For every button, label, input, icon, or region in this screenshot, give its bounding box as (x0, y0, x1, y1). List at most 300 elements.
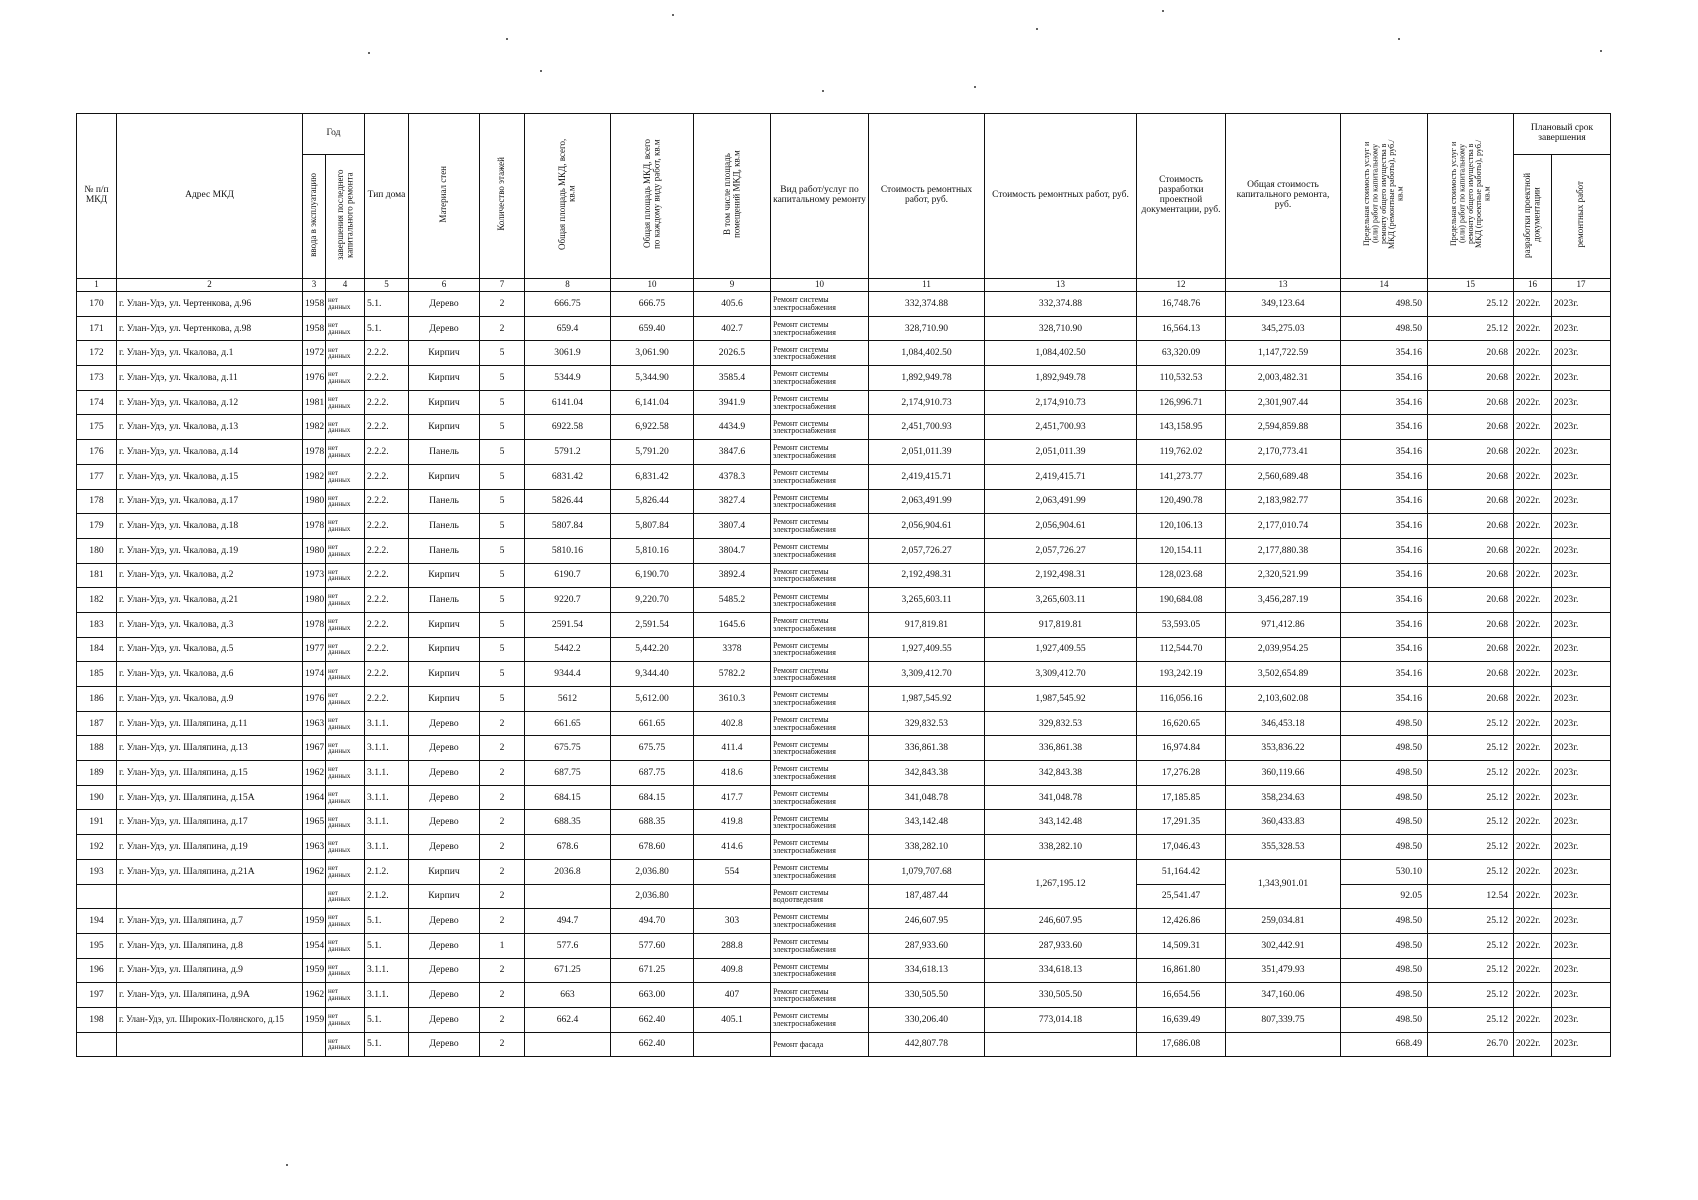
row-number: 188 (77, 736, 117, 761)
row-area-total: 661.65 (525, 711, 611, 736)
row-area-work: 9,344.40 (611, 662, 694, 687)
row-address: г. Улан-Удэ, ул. Чкалова, д.12 (117, 390, 303, 415)
row-plan-repair: 2023г. (1552, 440, 1611, 465)
row-year-last-repair: нет данных (326, 810, 365, 835)
row-limit-docs: 20.68 (1428, 588, 1514, 613)
row-year-built: 1980 (303, 538, 326, 563)
row-limit-docs: 20.68 (1428, 341, 1514, 366)
row-limit-docs: 20.68 (1428, 563, 1514, 588)
row-wall-material: Кирпич (409, 687, 480, 712)
row-cost-repair: 917,819.81 (869, 612, 985, 637)
header-year-last-repair: завершения последнего капитального ремонта (326, 155, 365, 279)
row-limit-docs: 20.68 (1428, 538, 1514, 563)
column-number: 1 (77, 279, 117, 292)
row-area-work: 5,442.20 (611, 637, 694, 662)
column-number: 13 (1226, 279, 1341, 292)
row-year-last-repair: нет данных (326, 563, 365, 588)
table-row (77, 884, 1611, 909)
row-cost-repair: 2,419,415.71 (869, 464, 985, 489)
header-area-total: Общая площадь МКД, всего, кв.м (525, 114, 611, 279)
row-plan-repair: 2023г. (1552, 341, 1611, 366)
row-limit-repair: 498.50 (1341, 292, 1428, 317)
row-year-built: 1959 (303, 909, 326, 934)
row-area-premises: 3807.4 (694, 514, 771, 539)
row-wall-material: Дерево (409, 909, 480, 934)
row-work-type: Ремонт системы электроснабжения (771, 366, 869, 391)
header-area-premises: В том числе площадь помещений МКД, кв.м (694, 114, 771, 279)
row-area-work: 2,036.80 (611, 884, 694, 909)
table-row (77, 440, 1611, 465)
row-cost-docs: 12,426.86 (1137, 909, 1226, 934)
row-work-type: Ремонт фасада (771, 1032, 869, 1057)
row-area-total: 577.6 (525, 933, 611, 958)
row-year-last-repair: нет данных (326, 489, 365, 514)
row-work-type: Ремонт системы электроснабжения (771, 341, 869, 366)
row-year-last-repair: нет данных (326, 415, 365, 440)
row-cost-repair-2: 342,843.38 (985, 761, 1137, 786)
row-area-total: 2591.54 (525, 612, 611, 637)
row-area-premises (694, 1032, 771, 1057)
row-area-total: 666.75 (525, 292, 611, 317)
row-cost-docs: 128,023.68 (1137, 563, 1226, 588)
row-wall-material: Дерево (409, 958, 480, 983)
row-limit-docs: 25.12 (1428, 761, 1514, 786)
row-area-total: 5791.2 (525, 440, 611, 465)
row-plan-docs: 2022г. (1514, 538, 1552, 563)
row-area-work: 661.65 (611, 711, 694, 736)
row-work-type: Ремонт системы электроснабжения (771, 933, 869, 958)
row-cost-repair: 1,892,949.78 (869, 366, 985, 391)
row-plan-docs: 2022г. (1514, 785, 1552, 810)
row-house-type: 3.1.1. (365, 785, 409, 810)
row-address: г. Улан-Удэ, ул. Шаляпина, д.11 (117, 711, 303, 736)
row-floors: 5 (480, 341, 525, 366)
row-limit-docs: 20.68 (1428, 662, 1514, 687)
row-area-work: 675.75 (611, 736, 694, 761)
row-address: г. Улан-Удэ, ул. Чкалова, д.9 (117, 687, 303, 712)
row-plan-repair: 2023г. (1552, 316, 1611, 341)
row-plan-repair: 2023г. (1552, 736, 1611, 761)
row-cost-docs: 25,541.47 (1137, 884, 1226, 909)
row-cost-docs: 141,273.77 (1137, 464, 1226, 489)
row-house-type: 2.2.2. (365, 538, 409, 563)
row-area-premises: 405.1 (694, 1007, 771, 1032)
row-area-total: 5344.9 (525, 366, 611, 391)
row-plan-docs: 2022г. (1514, 711, 1552, 736)
row-plan-docs: 2022г. (1514, 736, 1552, 761)
table-row (77, 390, 1611, 415)
row-year-built: 1978 (303, 514, 326, 539)
row-plan-docs: 2022г. (1514, 612, 1552, 637)
row-total-cost: 360,119.66 (1226, 761, 1341, 786)
row-cost-repair: 2,451,700.93 (869, 415, 985, 440)
row-total-cost: 1,343,901.01 (1226, 859, 1341, 908)
row-limit-repair: 498.50 (1341, 835, 1428, 860)
row-number: 174 (77, 390, 117, 415)
row-wall-material: Панель (409, 514, 480, 539)
row-work-type: Ремонт системы электроснабжения (771, 909, 869, 934)
row-floors: 2 (480, 983, 525, 1008)
row-area-premises: 4378.3 (694, 464, 771, 489)
row-work-type: Ремонт системы электроснабжения (771, 958, 869, 983)
table-row (77, 292, 1611, 317)
row-wall-material: Кирпич (409, 859, 480, 884)
row-work-type: Ремонт системы электроснабжения (771, 859, 869, 884)
row-total-cost: 349,123.64 (1226, 292, 1341, 317)
row-year-built: 1962 (303, 859, 326, 884)
row-limit-repair: 530.10 (1341, 859, 1428, 884)
row-floors: 2 (480, 292, 525, 317)
row-house-type: 3.1.1. (365, 810, 409, 835)
row-wall-material: Дерево (409, 292, 480, 317)
row-limit-repair: 92.05 (1341, 884, 1428, 909)
row-cost-docs: 16,564.13 (1137, 316, 1226, 341)
column-number: 9 (694, 279, 771, 292)
row-cost-repair: 328,710.90 (869, 316, 985, 341)
row-floors: 5 (480, 612, 525, 637)
row-address: г. Улан-Удэ, ул. Шаляпина, д.9 (117, 958, 303, 983)
row-area-work: 671.25 (611, 958, 694, 983)
row-number: 180 (77, 538, 117, 563)
row-year-last-repair: нет данных (326, 933, 365, 958)
row-total-cost: 2,177,880.38 (1226, 538, 1341, 563)
row-number: 179 (77, 514, 117, 539)
table-body (77, 292, 1611, 1057)
row-cost-repair: 442,807.78 (869, 1032, 985, 1057)
row-total-cost: 3,502,654.89 (1226, 662, 1341, 687)
row-cost-repair: 2,192,498.31 (869, 563, 985, 588)
row-number: 189 (77, 761, 117, 786)
row-plan-repair: 2023г. (1552, 810, 1611, 835)
row-total-cost: 2,039,954.25 (1226, 637, 1341, 662)
row-year-last-repair: нет данных (326, 1032, 365, 1057)
row-cost-repair-2: 1,892,949.78 (985, 366, 1137, 391)
row-limit-repair: 498.50 (1341, 761, 1428, 786)
row-plan-docs: 2022г. (1514, 464, 1552, 489)
row-area-total: 662.4 (525, 1007, 611, 1032)
row-work-type: Ремонт системы электроснабжения (771, 316, 869, 341)
row-cost-docs: 17,686.08 (1137, 1032, 1226, 1057)
row-year-built: 1963 (303, 711, 326, 736)
row-year-last-repair: нет данных (326, 637, 365, 662)
row-plan-repair: 2023г. (1552, 612, 1611, 637)
row-work-type: Ремонт системы электроснабжения (771, 563, 869, 588)
row-cost-repair-2: 332,374.88 (985, 292, 1137, 317)
row-area-work: 6,922.58 (611, 415, 694, 440)
row-wall-material: Кирпич (409, 415, 480, 440)
row-cost-repair: 1,927,409.55 (869, 637, 985, 662)
row-work-type: Ремонт системы электроснабжения (771, 662, 869, 687)
row-cost-repair-2: 2,174,910.73 (985, 390, 1137, 415)
table-row (77, 711, 1611, 736)
row-address: г. Улан-Удэ, ул. Чкалова, д.3 (117, 612, 303, 637)
row-area-work: 663.00 (611, 983, 694, 1008)
row-area-total: 687.75 (525, 761, 611, 786)
row-area-premises: 5782.2 (694, 662, 771, 687)
row-area-work: 6,190.70 (611, 563, 694, 588)
row-year-built: 1958 (303, 316, 326, 341)
row-floors: 5 (480, 538, 525, 563)
row-limit-docs: 25.12 (1428, 316, 1514, 341)
row-cost-repair: 2,063,491.99 (869, 489, 985, 514)
row-number: 198 (77, 1007, 117, 1032)
row-address: г. Улан-Удэ, ул. Шаляпина, д.17 (117, 810, 303, 835)
row-cost-repair: 330,505.50 (869, 983, 985, 1008)
row-plan-repair: 2023г. (1552, 390, 1611, 415)
row-floors: 2 (480, 761, 525, 786)
row-year-built (303, 884, 326, 909)
row-plan-repair: 2023г. (1552, 761, 1611, 786)
row-floors: 2 (480, 810, 525, 835)
table-row (77, 983, 1611, 1008)
row-address: г. Улан-Удэ, ул. Чкалова, д.15 (117, 464, 303, 489)
row-plan-docs: 2022г. (1514, 1007, 1552, 1032)
row-limit-repair: 354.16 (1341, 637, 1428, 662)
row-plan-docs: 2022г. (1514, 588, 1552, 613)
row-total-cost: 259,034.81 (1226, 909, 1341, 934)
row-year-built: 1963 (303, 835, 326, 860)
row-plan-docs: 2022г. (1514, 761, 1552, 786)
table-header (77, 114, 1611, 292)
table-row (77, 687, 1611, 712)
row-area-premises: 5485.2 (694, 588, 771, 613)
row-area-work: 688.35 (611, 810, 694, 835)
scan-speck (822, 90, 824, 92)
header-cost-repair: Стоимость ремонтных работ, руб. (869, 114, 985, 279)
row-limit-repair: 354.16 (1341, 687, 1428, 712)
row-cost-repair: 338,282.10 (869, 835, 985, 860)
row-cost-docs: 16,654.56 (1137, 983, 1226, 1008)
row-address: г. Улан-Удэ, ул. Шаляпина, д.19 (117, 835, 303, 860)
row-area-total: 9344.4 (525, 662, 611, 687)
row-year-last-repair: нет данных (326, 366, 365, 391)
row-wall-material: Кирпич (409, 884, 480, 909)
row-plan-docs: 2022г. (1514, 1032, 1552, 1057)
row-area-premises: 409.8 (694, 958, 771, 983)
row-floors: 5 (480, 563, 525, 588)
row-cost-docs: 119,762.02 (1137, 440, 1226, 465)
table-row (77, 612, 1611, 637)
row-work-type: Ремонт системы электроснабжения (771, 736, 869, 761)
column-number: 10 (771, 279, 869, 292)
column-number: 5 (365, 279, 409, 292)
row-cost-repair: 341,048.78 (869, 785, 985, 810)
row-floors: 5 (480, 464, 525, 489)
row-house-type: 2.2.2. (365, 390, 409, 415)
row-limit-docs: 20.68 (1428, 637, 1514, 662)
row-wall-material: Дерево (409, 711, 480, 736)
row-wall-material: Панель (409, 489, 480, 514)
table-row (77, 761, 1611, 786)
row-plan-repair: 2023г. (1552, 835, 1611, 860)
row-cost-docs: 16,974.84 (1137, 736, 1226, 761)
row-floors: 2 (480, 711, 525, 736)
row-cost-docs: 53,593.05 (1137, 612, 1226, 637)
row-work-type: Ремонт системы водоотведения (771, 884, 869, 909)
row-address: г. Улан-Удэ, ул. Чкалова, д.6 (117, 662, 303, 687)
row-area-total: 5826.44 (525, 489, 611, 514)
column-number: 4 (326, 279, 365, 292)
row-house-type: 5.1. (365, 1007, 409, 1032)
row-limit-docs: 20.68 (1428, 366, 1514, 391)
column-number: 2 (117, 279, 303, 292)
row-floors: 2 (480, 835, 525, 860)
row-year-last-repair: нет данных (326, 538, 365, 563)
row-cost-repair-2: 246,607.95 (985, 909, 1137, 934)
row-year-built: 1976 (303, 366, 326, 391)
row-area-total: 675.75 (525, 736, 611, 761)
table-row (77, 736, 1611, 761)
row-plan-repair: 2023г. (1552, 563, 1611, 588)
row-limit-docs: 25.12 (1428, 983, 1514, 1008)
header-column-numbers (77, 279, 1611, 292)
row-area-total: 494.7 (525, 909, 611, 934)
row-address: г. Улан-Удэ, ул. Шаляпина, д.8 (117, 933, 303, 958)
row-number: 190 (77, 785, 117, 810)
row-plan-docs: 2022г. (1514, 440, 1552, 465)
row-plan-repair: 2023г. (1552, 1007, 1611, 1032)
row-house-type: 5.1. (365, 909, 409, 934)
row-address: г. Улан-Удэ, ул. Чкалова, д.19 (117, 538, 303, 563)
row-floors: 2 (480, 958, 525, 983)
row-year-last-repair: нет данных (326, 440, 365, 465)
row-limit-docs: 25.12 (1428, 736, 1514, 761)
row-year-last-repair: нет данных (326, 958, 365, 983)
row-address: г. Улан-Удэ, ул. Чертенкова, д.98 (117, 316, 303, 341)
row-total-cost: 2,301,907.44 (1226, 390, 1341, 415)
table-row (77, 859, 1611, 884)
row-year-built: 1981 (303, 390, 326, 415)
row-area-work: 666.75 (611, 292, 694, 317)
row-cost-docs: 190,684.08 (1137, 588, 1226, 613)
row-area-premises: 405.6 (694, 292, 771, 317)
row-cost-repair-2: 334,618.13 (985, 958, 1137, 983)
row-area-premises: 402.8 (694, 711, 771, 736)
row-floors: 2 (480, 1032, 525, 1057)
row-floors: 2 (480, 859, 525, 884)
row-cost-repair-2: 1,267,195.12 (985, 859, 1137, 908)
row-plan-repair: 2023г. (1552, 859, 1611, 884)
row-work-type: Ремонт системы электроснабжения (771, 440, 869, 465)
row-year-built: 1954 (303, 933, 326, 958)
row-house-type: 5.1. (365, 316, 409, 341)
row-year-built: 1980 (303, 588, 326, 613)
row-number: 184 (77, 637, 117, 662)
row-year-last-repair: нет данных (326, 711, 365, 736)
row-plan-repair: 2023г. (1552, 958, 1611, 983)
row-year-last-repair: нет данных (326, 761, 365, 786)
row-cost-docs: 17,291.35 (1137, 810, 1226, 835)
row-limit-docs: 20.68 (1428, 390, 1514, 415)
row-plan-docs: 2022г. (1514, 983, 1552, 1008)
row-floors: 2 (480, 909, 525, 934)
row-limit-docs: 12.54 (1428, 884, 1514, 909)
row-work-type: Ремонт системы электроснабжения (771, 810, 869, 835)
row-work-type: Ремонт системы электроснабжения (771, 687, 869, 712)
row-limit-docs: 20.68 (1428, 687, 1514, 712)
row-plan-docs: 2022г. (1514, 489, 1552, 514)
row-year-built: 1980 (303, 489, 326, 514)
row-work-type: Ремонт системы электроснабжения (771, 415, 869, 440)
row-limit-docs: 20.68 (1428, 415, 1514, 440)
row-cost-docs: 51,164.42 (1137, 859, 1226, 884)
row-total-cost: 351,479.93 (1226, 958, 1341, 983)
row-total-cost: 346,453.18 (1226, 711, 1341, 736)
row-area-total: 663 (525, 983, 611, 1008)
row-area-total: 659.4 (525, 316, 611, 341)
row-number: 182 (77, 588, 117, 613)
row-number: 192 (77, 835, 117, 860)
table-row (77, 933, 1611, 958)
row-number: 172 (77, 341, 117, 366)
row-area-total: 5612 (525, 687, 611, 712)
row-plan-repair: 2023г. (1552, 292, 1611, 317)
header-planned-group: Плановый срок завершения (1514, 114, 1611, 155)
row-area-total: 6922.58 (525, 415, 611, 440)
scan-speck (1162, 10, 1164, 12)
row-area-premises: 3847.6 (694, 440, 771, 465)
row-limit-repair: 498.50 (1341, 958, 1428, 983)
row-area-total: 684.15 (525, 785, 611, 810)
row-limit-docs: 25.12 (1428, 859, 1514, 884)
scan-speck (672, 14, 674, 16)
row-address: г. Улан-Удэ, ул. Шаляпина, д.15А (117, 785, 303, 810)
row-floors: 5 (480, 415, 525, 440)
header-no: № п/п МКД (77, 114, 117, 279)
row-cost-repair: 1,084,402.50 (869, 341, 985, 366)
row-cost-docs: 110,532.53 (1137, 366, 1226, 391)
row-plan-repair: 2023г. (1552, 909, 1611, 934)
row-year-built: 1967 (303, 736, 326, 761)
row-work-type: Ремонт системы электроснабжения (771, 292, 869, 317)
row-area-premises: 288.8 (694, 933, 771, 958)
scan-speck (974, 86, 976, 88)
row-work-type: Ремонт системы электроснабжения (771, 538, 869, 563)
row-limit-docs: 25.12 (1428, 810, 1514, 835)
row-total-cost: 2,177,010.74 (1226, 514, 1341, 539)
row-number: 183 (77, 612, 117, 637)
row-cost-docs: 120,106.13 (1137, 514, 1226, 539)
row-plan-repair: 2023г. (1552, 785, 1611, 810)
row-wall-material: Дерево (409, 810, 480, 835)
row-area-total: 5807.84 (525, 514, 611, 539)
row-cost-docs: 126,996.71 (1137, 390, 1226, 415)
row-address: г. Улан-Удэ, ул. Чкалова, д.21 (117, 588, 303, 613)
row-cost-repair-2: 336,861.38 (985, 736, 1137, 761)
row-year-last-repair: нет данных (326, 292, 365, 317)
row-cost-repair-2: 3,265,603.11 (985, 588, 1137, 613)
row-year-built: 1964 (303, 785, 326, 810)
row-area-premises: 3378 (694, 637, 771, 662)
table-row (77, 538, 1611, 563)
header-floors: Количество этажей (480, 114, 525, 279)
scan-speck (1600, 50, 1602, 52)
scan-speck (286, 1164, 288, 1166)
row-total-cost: 807,339.75 (1226, 1007, 1341, 1032)
row-year-last-repair: нет данных (326, 1007, 365, 1032)
row-cost-repair-2: 1,084,402.50 (985, 341, 1137, 366)
row-cost-docs: 14,509.31 (1137, 933, 1226, 958)
row-number (77, 1032, 117, 1057)
row-total-cost: 2,594,859.88 (1226, 415, 1341, 440)
row-total-cost: 353,836.22 (1226, 736, 1341, 761)
row-area-work: 662.40 (611, 1032, 694, 1057)
row-cost-repair-2: 2,051,011.39 (985, 440, 1137, 465)
row-work-type: Ремонт системы электроснабжения (771, 711, 869, 736)
row-house-type: 3.1.1. (365, 711, 409, 736)
row-address: г. Улан-Удэ, ул. Широких-Полянского, д.15 (117, 1007, 303, 1032)
row-cost-docs: 120,154.11 (1137, 538, 1226, 563)
